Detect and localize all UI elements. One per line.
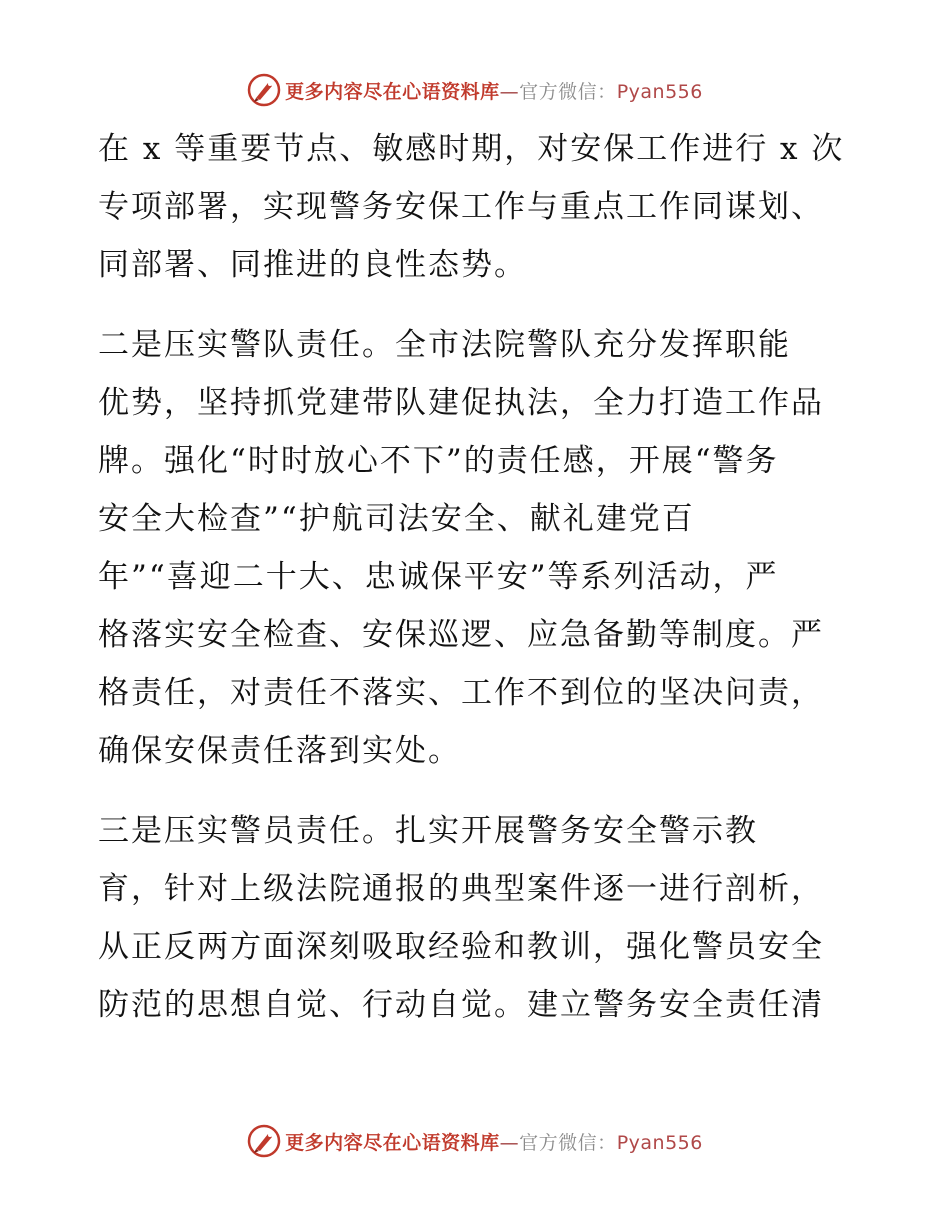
text-line: 年”“喜迎二十大、忠诚保平安”等系列活动，严	[98, 559, 779, 595]
footer-dash: —	[499, 1131, 520, 1154]
header-wechat-label: 官方微信：	[519, 80, 617, 103]
text-line: 三是压实警员责任。扎实开展警务安全警示教	[98, 813, 758, 849]
text-line: 格责任，对责任不落实、工作不到位的坚决问责，	[98, 675, 824, 711]
paragraph-2	[98, 316, 858, 780]
text-line: 格落实安全检查、安保巡逻、应急备勤等制度。严	[98, 617, 824, 653]
text-line: 安全大检查”“护航司法安全、献礼建党百	[98, 501, 695, 537]
text-line: 防范的思想自觉、行动自觉。建立警务安全责任清	[98, 987, 824, 1023]
header-dash: —	[499, 80, 520, 103]
pen-logo-icon	[247, 73, 281, 107]
document-body	[98, 120, 858, 1034]
text-line: 确保安保责任落到实处。	[98, 733, 461, 769]
header-watermark	[0, 70, 950, 110]
text-line: 育，针对上级法院通报的典型案件逐一进行剖析，	[98, 871, 824, 907]
header-wechat-id: Pyan556	[616, 80, 703, 103]
paragraph-1	[98, 120, 858, 294]
text-line: 二是压实警队责任。全市法院警队充分发挥职能	[98, 327, 791, 363]
paragraph-3	[98, 802, 858, 1034]
header-site-name: 更多内容尽在心语资料库	[285, 80, 500, 103]
pen-logo-icon	[247, 1124, 281, 1158]
header-watermark-text	[285, 77, 703, 104]
footer-site-name: 更多内容尽在心语资料库	[285, 1131, 500, 1154]
footer-watermark	[0, 1121, 950, 1161]
text-line: 牌。强化“时时放心不下”的责任感，开展“警务	[98, 443, 779, 479]
text-line: 专项部署，实现警务安保工作与重点工作同谋划、	[98, 189, 824, 225]
text-line: 从正反两方面深刻吸取经验和教训，强化警员安全	[98, 929, 824, 965]
text-line: 优势，坚持抓党建带队建促执法，全力打造工作品	[98, 385, 824, 421]
footer-wechat-id: Pyan556	[616, 1131, 703, 1154]
footer-wechat-label: 官方微信：	[519, 1131, 617, 1154]
text-line: 在 x 等重要节点、敏感时期，对安保工作进行 x 次	[98, 131, 845, 167]
footer-watermark-text	[285, 1128, 703, 1155]
text-line: 同部署、同推进的良性态势。	[98, 247, 527, 283]
